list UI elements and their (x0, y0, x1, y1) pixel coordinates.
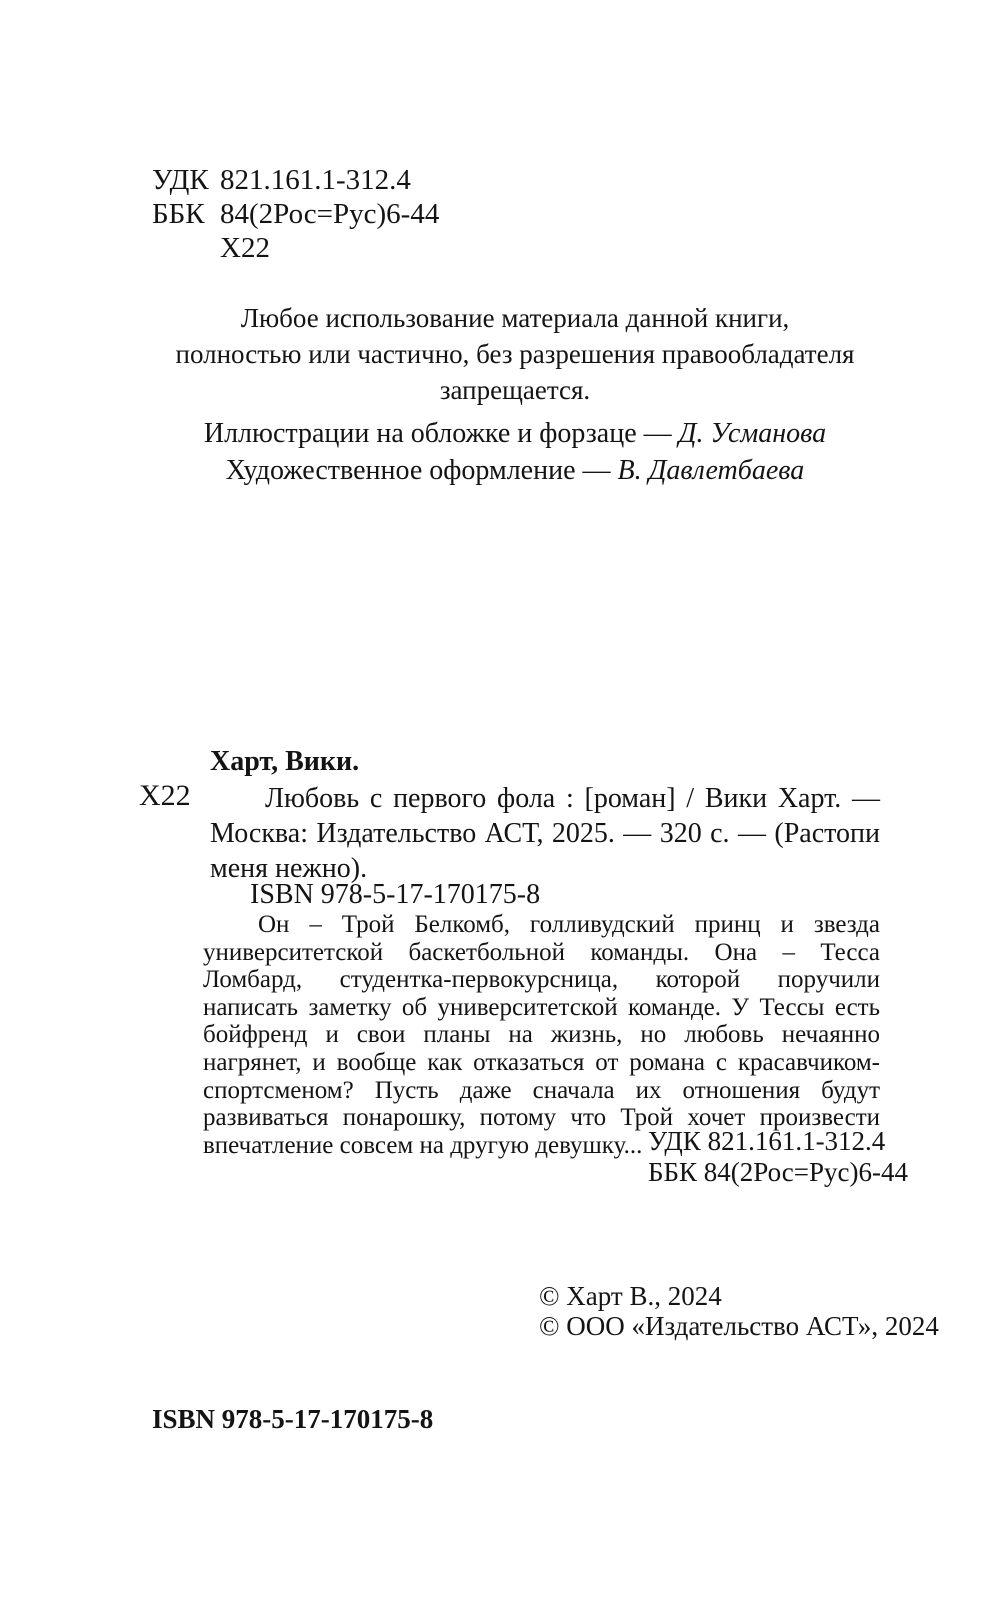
bbk-bottom: ББК 84(2Рос=Рус)6-44 (648, 1157, 908, 1187)
annotation-text: Он – Трой Белкомб, голливудский принц и звезда университетской баскетбольной команды. Она – Тесса Ломбард, студентка-первокурсница, которой поручили написать заметку об университетской команде. У Тессы есть бойфренд и свои планы на жизнь, но любовь нечаянно нагрянет, и вообще как отказаться от романа с красавчиком-спортсменом? Пусть даже сначала их отношения будут развиваться понарошку, потому что Трой хочет произвести впечатление совсем на другую девушку... (203, 911, 880, 1159)
catalog-author-heading: Харт, Вики. (210, 746, 360, 777)
legal-notice-line2: полностью или частично, без разрешения правообладателя запрещается. (175, 339, 855, 405)
author-sign-margin: Х22 (139, 779, 191, 812)
bottom-classification-block (648, 1126, 908, 1188)
udk-row (152, 163, 439, 197)
design-credit-label: Художественное оформление — (225, 455, 618, 486)
copyright-author: © Харт В., 2024 (539, 1281, 722, 1311)
udk-label: УДК (152, 164, 209, 196)
udk-value: 821.161.1-312.4 (220, 164, 411, 196)
catalog-entry-text: Любовь с первого фола : [роман] / Вики Харт. — Москва: Издательство АСТ, 2025. — 320 с. — (Растопи меня нежно). (210, 783, 880, 884)
copyright-publisher: © ООО «Издательство АСТ», 2024 (539, 1311, 939, 1341)
legal-notice-line1: Любое использование материала данной книги, (240, 303, 790, 333)
design-credit (150, 452, 880, 489)
bbk-value: 84(2Рос=Рус)6-44 (220, 198, 440, 230)
bbk-label: ББК (152, 198, 205, 230)
udk-bottom: УДК 821.161.1-312.4 (648, 1126, 886, 1156)
illustrations-credit-name: Д. Усманова (678, 418, 827, 449)
design-credit-name: В. Давлетбаева (617, 455, 805, 486)
legal-notice (150, 300, 880, 408)
illustrations-credit-label: Иллюстрации на обложке и форзаце — (203, 418, 679, 449)
catalog-isbn: ISBN 978-5-17-170175-8 (250, 879, 541, 910)
top-classification-block (152, 163, 439, 265)
isbn-bottom: ISBN 978-5-17-170175-8 (152, 1404, 434, 1434)
bbk-row (152, 197, 439, 231)
copyright-block (539, 1281, 939, 1341)
author-sign-top: Х22 (220, 232, 270, 264)
illustrations-credit (150, 415, 880, 452)
credits-block (150, 415, 880, 489)
